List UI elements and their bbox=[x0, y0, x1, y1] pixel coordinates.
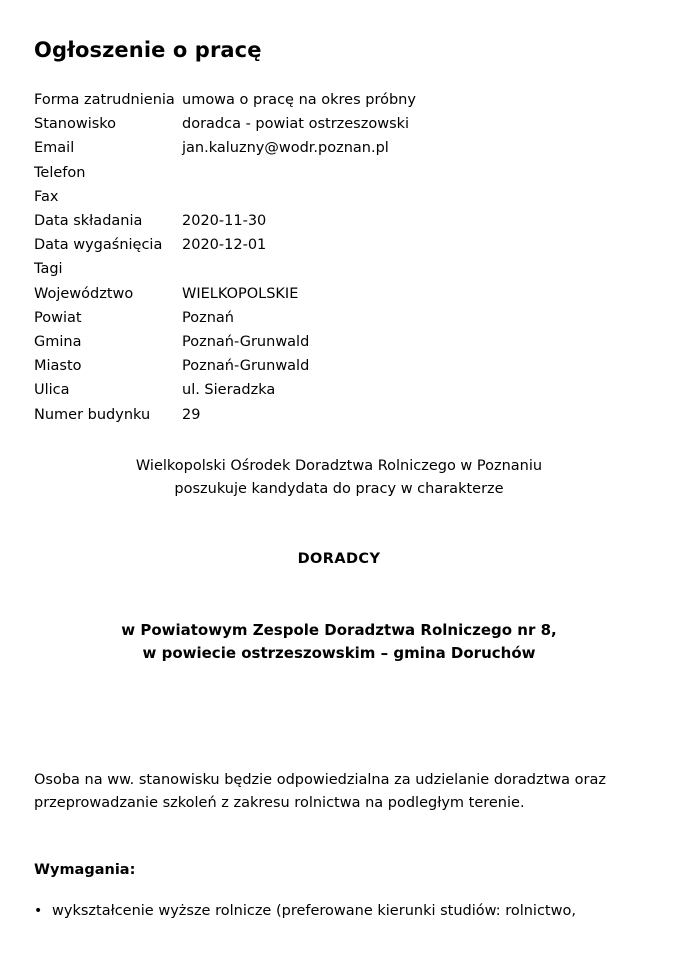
field-row bbox=[34, 330, 644, 354]
requirements-heading: Wymagania: bbox=[34, 861, 136, 878]
field-label-wojewodztwo: Województwo bbox=[34, 285, 134, 302]
field-row bbox=[34, 306, 644, 330]
field-row bbox=[34, 282, 644, 306]
intro-line-1: Wielkopolski Ośrodek Doradztwa Rolniczego w Poznaniu bbox=[135, 457, 543, 474]
field-value-data-wygasniecia: 2020-12-01 bbox=[182, 237, 267, 254]
metadata-field-list bbox=[34, 88, 644, 427]
field-label-stanowisko: Stanowisko bbox=[34, 116, 117, 133]
page-title: Ogłoszenie o pracę bbox=[34, 38, 262, 62]
field-value-ulica: ul. Sieradzka bbox=[182, 382, 276, 399]
field-label-powiat: Powiat bbox=[34, 309, 82, 326]
list-item-label: wykształcenie wyższe rolnicze (preferowane kierunki studiów: rolnictwo, bbox=[52, 902, 576, 919]
field-value-email: jan.kaluzny@wodr.poznan.pl bbox=[182, 140, 389, 157]
field-label-data-skladania: Data składania bbox=[34, 213, 143, 230]
field-label-ulica: Ulica bbox=[34, 382, 70, 399]
field-label-tagi: Tagi bbox=[34, 261, 63, 278]
field-label-email: Email bbox=[34, 140, 75, 157]
description-line-2: przeprowadzanie szkoleń z zakresu rolnictwa na podległym terenie. bbox=[34, 795, 525, 812]
field-row bbox=[34, 209, 644, 233]
requirements-list bbox=[34, 900, 644, 923]
field-label-numer-budynku: Numer budynku bbox=[34, 406, 151, 423]
unit-line-2: w powiecie ostrzeszowskim – gmina Doruchów bbox=[142, 643, 536, 662]
field-row bbox=[34, 403, 644, 427]
field-row bbox=[34, 257, 644, 281]
field-row bbox=[34, 378, 644, 402]
description-paragraph bbox=[34, 769, 644, 816]
field-label-data-wygasniecia: Data wygaśnięcia bbox=[34, 237, 163, 254]
field-value-miasto: Poznań-Grunwald bbox=[182, 358, 310, 375]
field-value-data-skladania: 2020-11-30 bbox=[182, 213, 267, 230]
field-row bbox=[34, 136, 644, 160]
field-label-fax: Fax bbox=[34, 188, 59, 205]
field-value-numer-budynku: 29 bbox=[182, 406, 201, 423]
field-value-gmina: Poznań-Grunwald bbox=[182, 334, 310, 351]
description-line-1: Osoba na ww. stanowisku będzie odpowiedzialna za udzielanie doradztwa oraz bbox=[34, 771, 606, 788]
field-row bbox=[34, 112, 644, 136]
field-row bbox=[34, 354, 644, 378]
position-headline: DORADCY bbox=[297, 550, 381, 567]
field-value-wojewodztwo: WIELKOPOLSKIE bbox=[182, 285, 299, 302]
field-row bbox=[34, 233, 644, 257]
field-label-miasto: Miasto bbox=[34, 358, 82, 375]
field-row bbox=[34, 161, 644, 185]
intro-line-2: poszukuje kandydata do pracy w charakterze bbox=[174, 480, 504, 497]
field-value-stanowisko: doradca - powiat ostrzeszowski bbox=[182, 116, 410, 133]
field-label-gmina: Gmina bbox=[34, 334, 82, 351]
unit-headline bbox=[34, 619, 644, 665]
bullet-icon: • bbox=[34, 902, 43, 919]
field-label-telefon: Telefon bbox=[34, 164, 86, 181]
list-item bbox=[34, 900, 644, 923]
field-row bbox=[34, 185, 644, 209]
field-value-powiat: Poznań bbox=[182, 309, 234, 326]
unit-line-1: w Powiatowym Zespole Doradztwa Rolniczego nr 8, bbox=[121, 620, 557, 639]
intro-paragraph bbox=[34, 455, 644, 501]
field-value-forma-zatrudnienia: umowa o pracę na okres próbny bbox=[182, 92, 416, 108]
field-label-forma-zatrudnienia: Forma zatrudnienia bbox=[34, 92, 175, 108]
field-row bbox=[34, 88, 644, 112]
